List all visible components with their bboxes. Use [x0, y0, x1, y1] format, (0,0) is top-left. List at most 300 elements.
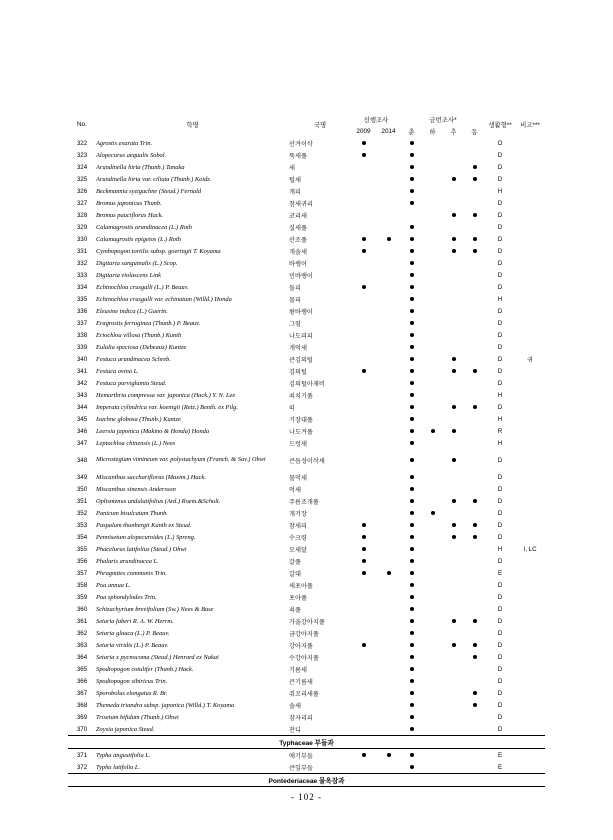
cell-spring [401, 353, 422, 365]
cell-summer [422, 305, 443, 317]
cell-prior-2009 [351, 401, 376, 413]
cell-remark [515, 699, 545, 711]
presence-dot-icon [410, 417, 414, 421]
presence-dot-icon [410, 177, 414, 181]
cell-life-form: D [497, 367, 503, 375]
cell-summer [422, 149, 443, 161]
cell-summer [422, 185, 443, 197]
cell-fall [443, 377, 464, 389]
presence-dot-icon [410, 405, 414, 409]
cell-winter [464, 257, 485, 269]
cell-prior-2009 [351, 687, 376, 699]
cell-scientific-name: Festuca ovina L. [96, 367, 139, 375]
presence-dot-icon [473, 619, 477, 623]
table-row [68, 221, 545, 233]
presence-dot-icon [473, 643, 477, 647]
presence-dot-icon [410, 571, 414, 575]
cell-no: 333 [76, 271, 88, 279]
table-row [68, 413, 545, 425]
cell-winter [464, 281, 485, 293]
cell-korean-name: 산조풀 [289, 236, 307, 244]
cell-summer [422, 651, 443, 663]
presence-dot-icon [452, 643, 456, 647]
cell-korean-name: 물억새 [289, 474, 307, 482]
cell-summer [422, 603, 443, 615]
cell-prior-2014 [376, 651, 401, 663]
cell-spring [401, 269, 422, 281]
cell-scientific-name: Microstegium vimineum var. polystachyum (Franch. & Sav.) Ohwi [96, 455, 266, 463]
cell-life-form: D [497, 605, 503, 613]
cell-no: 350 [76, 485, 88, 493]
cell-winter [464, 197, 485, 209]
presence-dot-icon [452, 249, 456, 253]
cell-summer [422, 413, 443, 425]
cell-summer [422, 353, 443, 365]
cell-winter [464, 543, 485, 555]
cell-prior-2009 [351, 615, 376, 627]
cell-scientific-name: Spodiopogon sibiricus Trin. [96, 677, 168, 685]
cell-remark [515, 329, 545, 341]
cell-fall [443, 483, 464, 495]
presence-dot-icon [452, 237, 456, 241]
cell-life-form: D [497, 343, 503, 351]
cell-prior-2014 [376, 449, 401, 471]
cell-korean-name: 기름새 [289, 666, 307, 674]
cell-remark [515, 749, 545, 762]
cell-no: 351 [76, 497, 88, 505]
cell-prior-2014 [376, 663, 401, 675]
cell-prior-2014 [376, 699, 401, 711]
cell-no: 340 [76, 355, 88, 363]
cell-scientific-name: Sporobolus elongatus R. Br. [96, 689, 168, 697]
cell-life-form: H [497, 391, 503, 399]
cell-life-form: D [497, 521, 503, 529]
cell-remark [515, 483, 545, 495]
cell-no: 335 [76, 295, 88, 303]
presence-dot-icon [410, 261, 414, 265]
cell-winter [464, 699, 485, 711]
presence-dot-icon [473, 523, 477, 527]
cell-korean-name: 코리새 [289, 212, 307, 220]
cell-summer [422, 197, 443, 209]
cell-korean-name: 갈풀 [289, 558, 301, 566]
cell-remark [515, 413, 545, 425]
col-no: No. [77, 121, 87, 128]
cell-remark [515, 281, 545, 293]
cell-fall [443, 519, 464, 531]
cell-remark [515, 257, 545, 269]
cell-remark [515, 449, 545, 471]
cell-spring [401, 699, 422, 711]
cell-fall [443, 149, 464, 161]
cell-no: 361 [76, 617, 88, 625]
cell-scientific-name: Hemarthria compressa var. japonica (Hack.) Y. N. Lee [96, 391, 236, 399]
cell-summer [422, 389, 443, 401]
cell-winter [464, 365, 485, 377]
cell-prior-2014 [376, 221, 401, 233]
cell-korean-name: 기장대풀 [289, 416, 313, 424]
cell-no: 369 [76, 713, 88, 721]
cell-prior-2014 [376, 603, 401, 615]
cell-korean-name: 바랭이 [289, 260, 307, 268]
cell-summer [422, 711, 443, 723]
table-row [68, 245, 545, 257]
cell-no: 331 [76, 247, 88, 255]
presence-dot-icon [410, 753, 414, 757]
cell-prior-2014 [376, 425, 401, 437]
cell-prior-2014 [376, 675, 401, 687]
cell-spring [401, 567, 422, 579]
cell-spring [401, 663, 422, 675]
presence-dot-icon [410, 458, 414, 462]
cell-winter [464, 149, 485, 161]
cell-winter [464, 293, 485, 305]
cell-prior-2014 [376, 761, 401, 774]
cell-winter [464, 233, 485, 245]
cell-prior-2009 [351, 579, 376, 591]
cell-remark [515, 269, 545, 281]
cell-remark [515, 687, 545, 699]
cell-no: 359 [76, 593, 88, 601]
cell-life-form: D [497, 665, 503, 673]
cell-winter [464, 591, 485, 603]
cell-prior-2009 [351, 293, 376, 305]
cell-korean-name: 큰듬성이삭새 [289, 457, 325, 465]
cell-fall [443, 749, 464, 762]
table-row [68, 711, 545, 723]
cell-no: 345 [76, 415, 88, 423]
cell-spring [401, 675, 422, 687]
presence-dot-icon [362, 523, 366, 527]
presence-dot-icon [410, 523, 414, 527]
cell-winter [464, 185, 485, 197]
presence-dot-icon [473, 499, 477, 503]
cell-spring [401, 173, 422, 185]
cell-prior-2014 [376, 341, 401, 353]
table-row [68, 233, 545, 245]
cell-fall [443, 317, 464, 329]
cell-remark [515, 761, 545, 774]
cell-scientific-name: Calamagrostis epigeios (L.) Roth [96, 235, 181, 243]
cell-prior-2009 [351, 749, 376, 762]
cell-prior-2014 [376, 317, 401, 329]
cell-no: 353 [76, 521, 88, 529]
cell-scientific-name: Leersia japonica (Makino & Honda) Honda [96, 427, 210, 435]
cell-korean-name: 쇠치기풀 [289, 392, 313, 400]
presence-dot-icon [410, 333, 414, 337]
cell-life-form: D [497, 151, 503, 159]
cell-remark [515, 471, 545, 483]
cell-fall [443, 531, 464, 543]
table-row [68, 495, 545, 507]
presence-dot-icon [410, 547, 414, 551]
table-row [68, 437, 545, 449]
cell-korean-name: 민바랭이 [289, 272, 313, 280]
table-row [68, 603, 545, 615]
cell-korean-name: 띠 [289, 404, 295, 412]
cell-winter [464, 353, 485, 365]
presence-dot-icon [410, 285, 414, 289]
presence-dot-icon [473, 655, 477, 659]
table-body [68, 137, 545, 787]
cell-winter [464, 567, 485, 579]
cell-korean-name: 새포아풀 [289, 582, 313, 590]
cell-prior-2014 [376, 507, 401, 519]
cell-prior-2014 [376, 615, 401, 627]
cell-winter [464, 377, 485, 389]
cell-prior-2014 [376, 281, 401, 293]
cell-winter [464, 711, 485, 723]
cell-winter [464, 245, 485, 257]
cell-spring [401, 651, 422, 663]
cell-korean-name: 참새피 [289, 522, 307, 530]
cell-korean-name: 솔새 [289, 702, 301, 710]
cell-summer [422, 161, 443, 173]
cell-life-form: D [497, 701, 503, 709]
presence-dot-icon [473, 703, 477, 707]
cell-scientific-name: Oplismenus undulatifolius (Ard.) Roem.&Schult. [96, 497, 221, 505]
cell-no: 356 [76, 557, 88, 565]
cell-prior-2014 [376, 531, 401, 543]
presence-dot-icon [473, 237, 477, 241]
cell-remark [515, 639, 545, 651]
cell-fall [443, 341, 464, 353]
table-row [68, 567, 545, 579]
cell-no: 330 [76, 235, 88, 243]
cell-remark [515, 149, 545, 161]
table-row [68, 555, 545, 567]
presence-dot-icon [431, 511, 435, 515]
cell-scientific-name: Eleusine indica (L.) Gaertn. [96, 307, 168, 315]
cell-summer [422, 269, 443, 281]
cell-winter [464, 329, 485, 341]
table-row [68, 281, 545, 293]
cell-prior-2014 [376, 257, 401, 269]
cell-remark [515, 615, 545, 627]
cell-no: 352 [76, 509, 88, 517]
cell-remark [515, 197, 545, 209]
cell-spring [401, 245, 422, 257]
cell-spring [401, 603, 422, 615]
presence-dot-icon [452, 619, 456, 623]
cell-remark [515, 317, 545, 329]
cell-fall [443, 723, 464, 736]
cell-winter [464, 341, 485, 353]
cell-life-form: D [497, 641, 503, 649]
cell-prior-2009 [351, 543, 376, 555]
presence-dot-icon [410, 189, 414, 193]
cell-prior-2014 [376, 591, 401, 603]
col-korean-name: 국명 [313, 122, 327, 129]
presence-dot-icon [387, 571, 391, 575]
presence-dot-icon [410, 487, 414, 491]
presence-dot-icon [410, 511, 414, 515]
cell-remark: I, LC [523, 545, 537, 553]
cell-korean-name: 잔디 [289, 726, 301, 734]
table-row [68, 137, 545, 149]
table-row [68, 543, 545, 555]
cell-life-form: H [497, 415, 503, 423]
cell-prior-2014 [376, 413, 401, 425]
cell-prior-2014 [376, 579, 401, 591]
cell-life-form: H [497, 439, 503, 447]
family-heading-pontederiaceae [68, 774, 545, 787]
presence-dot-icon [410, 273, 414, 277]
cell-summer [422, 663, 443, 675]
cell-summer [422, 615, 443, 627]
cell-summer [422, 687, 443, 699]
cell-no: 327 [76, 199, 88, 207]
cell-life-form: H [497, 295, 503, 303]
cell-winter [464, 723, 485, 736]
cell-no: 368 [76, 701, 88, 709]
cell-prior-2009 [351, 305, 376, 317]
cell-scientific-name: Eragrostis ferruginea (Thunb.) P. Beauv. [96, 319, 201, 327]
cell-prior-2014 [376, 401, 401, 413]
cell-scientific-name: Spodiopogon cotulifer (Thunb.) Hack. [96, 665, 194, 673]
cell-spring [401, 209, 422, 221]
table-row [68, 579, 545, 591]
cell-korean-name: 돌피 [289, 284, 301, 292]
cell-korean-name: 털새 [289, 176, 301, 184]
presence-dot-icon [362, 559, 366, 563]
cell-winter [464, 615, 485, 627]
cell-scientific-name: Miscanthus sinensis Andersson [96, 485, 176, 493]
table-row [68, 663, 545, 675]
cell-fall [443, 761, 464, 774]
cell-spring [401, 615, 422, 627]
cell-fall [443, 603, 464, 615]
cell-remark [515, 507, 545, 519]
cell-prior-2009 [351, 209, 376, 221]
presence-dot-icon [410, 393, 414, 397]
cell-fall [443, 437, 464, 449]
presence-dot-icon [410, 643, 414, 647]
presence-dot-icon [410, 619, 414, 623]
cell-prior-2014 [376, 723, 401, 736]
cell-korean-name: 억새 [289, 486, 301, 494]
cell-prior-2009 [351, 173, 376, 185]
cell-prior-2014 [376, 329, 401, 341]
presence-dot-icon [410, 559, 414, 563]
cell-no: 370 [76, 725, 88, 733]
cell-remark [515, 723, 545, 736]
cell-spring [401, 341, 422, 353]
cell-summer [422, 137, 443, 149]
col-scientific-name: 학명 [186, 122, 199, 129]
cell-spring [401, 161, 422, 173]
cell-no: 360 [76, 605, 88, 613]
cell-fall [443, 627, 464, 639]
cell-winter [464, 579, 485, 591]
cell-scientific-name: Typha angustifolia L. [96, 751, 151, 759]
cell-spring [401, 483, 422, 495]
presence-dot-icon [473, 213, 477, 217]
cell-spring [401, 281, 422, 293]
cell-remark [515, 495, 545, 507]
cell-korean-name: 모새달 [289, 546, 307, 554]
cell-fall [443, 209, 464, 221]
cell-remark [515, 627, 545, 639]
cell-korean-name: 나도겨풀 [289, 428, 313, 436]
cell-no: 325 [76, 175, 88, 183]
cell-prior-2009 [351, 591, 376, 603]
cell-prior-2009 [351, 519, 376, 531]
cell-winter [464, 519, 485, 531]
cell-summer [422, 425, 443, 437]
table-row [68, 161, 545, 173]
cell-prior-2009 [351, 663, 376, 675]
table-row [68, 173, 545, 185]
cell-life-form: D [497, 199, 503, 207]
cell-korean-name: 큰기름새 [289, 678, 313, 686]
cell-life-form: D [497, 533, 503, 541]
cell-life-form: D [497, 725, 503, 733]
presence-dot-icon [410, 607, 414, 611]
cell-fall [443, 663, 464, 675]
cell-no: 357 [76, 569, 88, 577]
cell-life-form: D [497, 163, 503, 171]
cell-summer [422, 245, 443, 257]
presence-dot-icon [410, 345, 414, 349]
cell-prior-2009 [351, 627, 376, 639]
cell-spring [401, 723, 422, 736]
cell-remark [515, 389, 545, 401]
cell-korean-name: 물피 [289, 296, 301, 304]
cell-spring [401, 197, 422, 209]
table-row [68, 305, 545, 317]
cell-prior-2009 [351, 245, 376, 257]
cell-prior-2014 [376, 149, 401, 161]
cell-prior-2014 [376, 305, 401, 317]
cell-winter [464, 221, 485, 233]
cell-remark [515, 161, 545, 173]
presence-dot-icon [410, 667, 414, 671]
cell-winter [464, 687, 485, 699]
table-row [68, 749, 545, 762]
cell-life-form: D [497, 283, 503, 291]
presence-dot-icon [362, 369, 366, 373]
cell-scientific-name: Schizachyrium brevifolium (Sw.) Nees & Buse [96, 605, 214, 613]
cell-summer [422, 567, 443, 579]
presence-dot-icon [473, 691, 477, 695]
cell-summer [422, 437, 443, 449]
cell-scientific-name: Isachne globosa (Thunb.) Kuntze [96, 415, 181, 423]
cell-summer [422, 317, 443, 329]
cell-remark [515, 675, 545, 687]
cell-no: 342 [76, 379, 88, 387]
cell-scientific-name: Festuca arundinacea Schreb. [96, 355, 171, 363]
cell-life-form: D [497, 713, 503, 721]
cell-spring [401, 377, 422, 389]
table-header [68, 112, 545, 137]
cell-prior-2009 [351, 675, 376, 687]
table-row [68, 341, 545, 353]
cell-life-form: D [497, 331, 503, 339]
cell-life-form: D [497, 497, 503, 505]
cell-summer [422, 341, 443, 353]
cell-spring [401, 317, 422, 329]
cell-prior-2014 [376, 245, 401, 257]
cell-summer [422, 507, 443, 519]
cell-scientific-name: Eriochloa villosa (Thunb.) Kunth [96, 331, 182, 339]
cell-scientific-name: Digitaria violascens Link [96, 271, 161, 279]
cell-summer [422, 329, 443, 341]
table-row [68, 615, 545, 627]
col-this-survey: 금번조사* [429, 116, 457, 124]
cell-winter [464, 507, 485, 519]
cell-scientific-name: Imperata cylindrica var. koenigii (Retz.) Benth. ex Pilg. [96, 403, 238, 411]
